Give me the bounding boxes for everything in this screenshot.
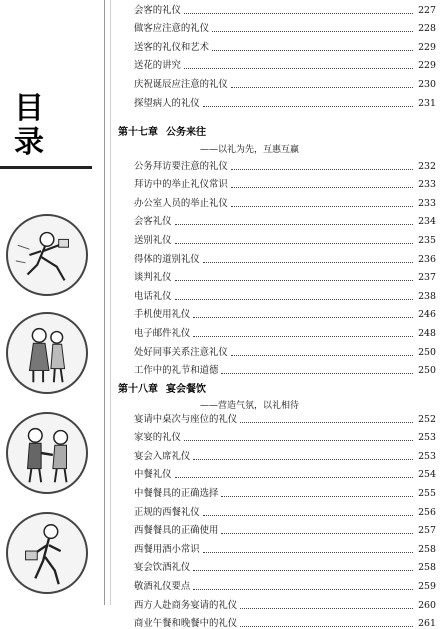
toc-entry[interactable]	[134, 443, 436, 462]
dot-leader	[231, 354, 413, 356]
walking-businessman-illustration	[6, 512, 88, 594]
dot-leader	[231, 205, 413, 207]
entry-title: 正规的西餐礼仪	[134, 506, 200, 518]
dot-leader	[193, 569, 413, 571]
toc-entry[interactable]	[134, 90, 436, 109]
toc-entry[interactable]	[134, 71, 436, 90]
chapter-number: 第十八章	[118, 384, 158, 395]
entry-page: 227	[418, 4, 436, 16]
entry-title: 送别礼仪	[134, 234, 172, 246]
entry-title: 谈判礼仪	[134, 272, 172, 284]
toc-entry[interactable]	[134, 302, 436, 321]
toc-entry[interactable]	[134, 0, 436, 16]
toc-entry[interactable]	[134, 480, 436, 499]
entry-title: 公务拜访要注意的礼仪	[134, 160, 228, 172]
dot-leader	[175, 242, 413, 244]
entry-page: 260	[418, 599, 436, 611]
toc-heading	[12, 92, 46, 160]
entry-title: 送花的讲究	[134, 60, 181, 72]
toc-entry[interactable]	[134, 339, 436, 358]
chapter-number: 第十七章	[118, 127, 158, 138]
entry-page: 234	[418, 216, 436, 228]
entry-page: 229	[418, 60, 436, 72]
dot-leader	[221, 532, 413, 534]
entry-title: 敬酒礼仪要点	[134, 580, 191, 592]
dot-leader	[231, 186, 413, 188]
chapter-heading[interactable]	[118, 380, 206, 395]
dot-leader	[193, 335, 413, 337]
couple-illustration	[6, 312, 88, 394]
toc-entry[interactable]	[134, 518, 436, 537]
toc-entry[interactable]	[134, 16, 436, 35]
toc-entry[interactable]	[134, 209, 436, 228]
dot-leader	[175, 298, 413, 300]
entry-page: 258	[418, 562, 436, 574]
entry-page: 233	[418, 179, 436, 191]
entry-title: 中餐餐具的正确选择	[134, 487, 219, 499]
entry-page: 246	[418, 309, 436, 321]
entry-title: 庆祝诞辰应注意的礼仪	[134, 78, 228, 90]
dot-leader	[212, 30, 413, 32]
entry-page: 259	[418, 580, 436, 592]
entry-page: 231	[418, 97, 436, 109]
dot-leader	[193, 316, 413, 318]
entry-page: 237	[418, 272, 436, 284]
dot-leader	[203, 105, 413, 107]
entry-title: 工作中的礼节和道德	[134, 365, 219, 377]
toc-entry[interactable]	[134, 190, 436, 209]
toc-heading-char-2: 录	[14, 125, 44, 160]
entry-page: 228	[418, 23, 436, 35]
dot-leader	[193, 458, 413, 460]
dot-leader	[221, 495, 413, 497]
toc-entry[interactable]	[134, 573, 436, 592]
entry-title: 电子邮件礼仪	[134, 327, 191, 339]
entry-title: 拜访中的举止礼仪常识	[134, 179, 228, 191]
entry-title: 西方人赴商务宴请的礼仪	[134, 599, 238, 611]
toc-entry[interactable]	[134, 406, 436, 425]
dot-leader	[184, 12, 413, 14]
chapter-title: 宴会餐饮	[166, 384, 206, 395]
entry-title: 宴会入席礼仪	[134, 450, 191, 462]
entry-title: 处好同事关系注意礼仪	[134, 346, 228, 358]
toc-entry[interactable]	[134, 172, 436, 191]
entry-page: 255	[418, 487, 436, 499]
toc-entry[interactable]	[134, 53, 436, 72]
entry-title: 会客的礼仪	[134, 4, 181, 16]
entry-page: 256	[418, 506, 436, 518]
entry-title: 送客的礼仪和艺术	[134, 41, 210, 53]
entry-page: 261	[418, 618, 436, 629]
chapter-title: 公务来往	[166, 127, 206, 138]
entry-page: 235	[418, 234, 436, 246]
dot-leader	[184, 439, 413, 441]
entry-title: 西餐餐具的正确使用	[134, 525, 219, 537]
entry-page: 250	[418, 346, 436, 358]
entry-page: 254	[418, 469, 436, 481]
entry-page: 253	[418, 450, 436, 462]
toc-entry[interactable]	[134, 536, 436, 555]
entry-page: 238	[418, 290, 436, 302]
dot-leader	[175, 279, 413, 281]
dot-leader	[175, 476, 413, 478]
entry-page: 236	[418, 253, 436, 265]
dot-leader	[203, 261, 413, 263]
heading-divider	[0, 166, 92, 169]
entry-title: 宴请中桌次与座位的礼仪	[134, 413, 238, 425]
toc-entry[interactable]	[134, 358, 436, 377]
toc-entry[interactable]	[134, 283, 436, 302]
entry-page: 252	[418, 413, 436, 425]
dot-leader	[184, 67, 413, 69]
entry-page: 230	[418, 78, 436, 90]
dot-leader	[231, 86, 413, 88]
toc-entry[interactable]	[134, 499, 436, 518]
entry-page: 229	[418, 41, 436, 53]
toc-entry[interactable]	[134, 611, 436, 629]
toc-entry[interactable]	[134, 425, 436, 444]
entry-page: 250	[418, 365, 436, 377]
entry-title: 会客礼仪	[134, 216, 172, 228]
dot-leader	[212, 49, 413, 51]
toc-entry[interactable]	[134, 462, 436, 481]
toc-entry[interactable]	[134, 555, 436, 574]
dot-leader	[193, 588, 413, 590]
margin-line	[104, 0, 105, 605]
toc-heading-char-1: 目	[14, 91, 44, 126]
entry-title: 家宴的礼仪	[134, 432, 181, 444]
dot-leader	[240, 607, 413, 609]
margin-line-inner	[110, 0, 111, 605]
toc-entry[interactable]	[134, 227, 436, 246]
chapter-subtitle: ——以礼为先，互惠互赢	[200, 145, 300, 155]
entry-title: 手机使用礼仪	[134, 309, 191, 321]
entry-title: 做客应注意的礼仪	[134, 23, 210, 35]
entry-title: 办公室人员的举止礼仪	[134, 197, 228, 209]
toc-list-chapter-17	[134, 153, 436, 376]
entry-page: 233	[418, 197, 436, 209]
chapter-subtitle: ——营造气氛，以礼相待	[200, 401, 300, 411]
dot-leader	[175, 223, 413, 225]
entry-title: 电话礼仪	[134, 290, 172, 302]
entry-title: 中餐礼仪	[134, 469, 172, 481]
dot-leader	[221, 372, 413, 374]
entry-title: 得体的道别礼仪	[134, 253, 200, 265]
dot-leader	[203, 551, 413, 553]
toc-entry[interactable]	[134, 153, 436, 172]
toc-entry[interactable]	[134, 265, 436, 284]
toc-entry[interactable]	[134, 246, 436, 265]
dot-leader	[240, 625, 413, 627]
toc-entry[interactable]	[134, 320, 436, 339]
chapter-heading[interactable]	[118, 123, 206, 138]
toc-list-previous-chapter	[134, 0, 436, 109]
entry-title: 宴会饮酒礼仪	[134, 562, 191, 574]
entry-page: 248	[418, 327, 436, 339]
entry-page: 253	[418, 432, 436, 444]
entry-page: 257	[418, 525, 436, 537]
entry-title: 探望病人的礼仪	[134, 97, 200, 109]
running-businessman-illustration	[6, 214, 88, 296]
dot-leader	[203, 514, 413, 516]
toc-list-chapter-18	[134, 406, 436, 629]
entry-page: 258	[418, 543, 436, 555]
toc-entry[interactable]	[134, 592, 436, 611]
entry-title: 西餐用酒小常识	[134, 543, 200, 555]
dot-leader	[240, 421, 413, 423]
entry-title: 商业午餐和晚餐中的礼仪	[134, 618, 238, 629]
dot-leader	[231, 168, 413, 170]
entry-page: 232	[418, 160, 436, 172]
handshake-illustration	[6, 412, 88, 494]
toc-entry[interactable]	[134, 34, 436, 53]
